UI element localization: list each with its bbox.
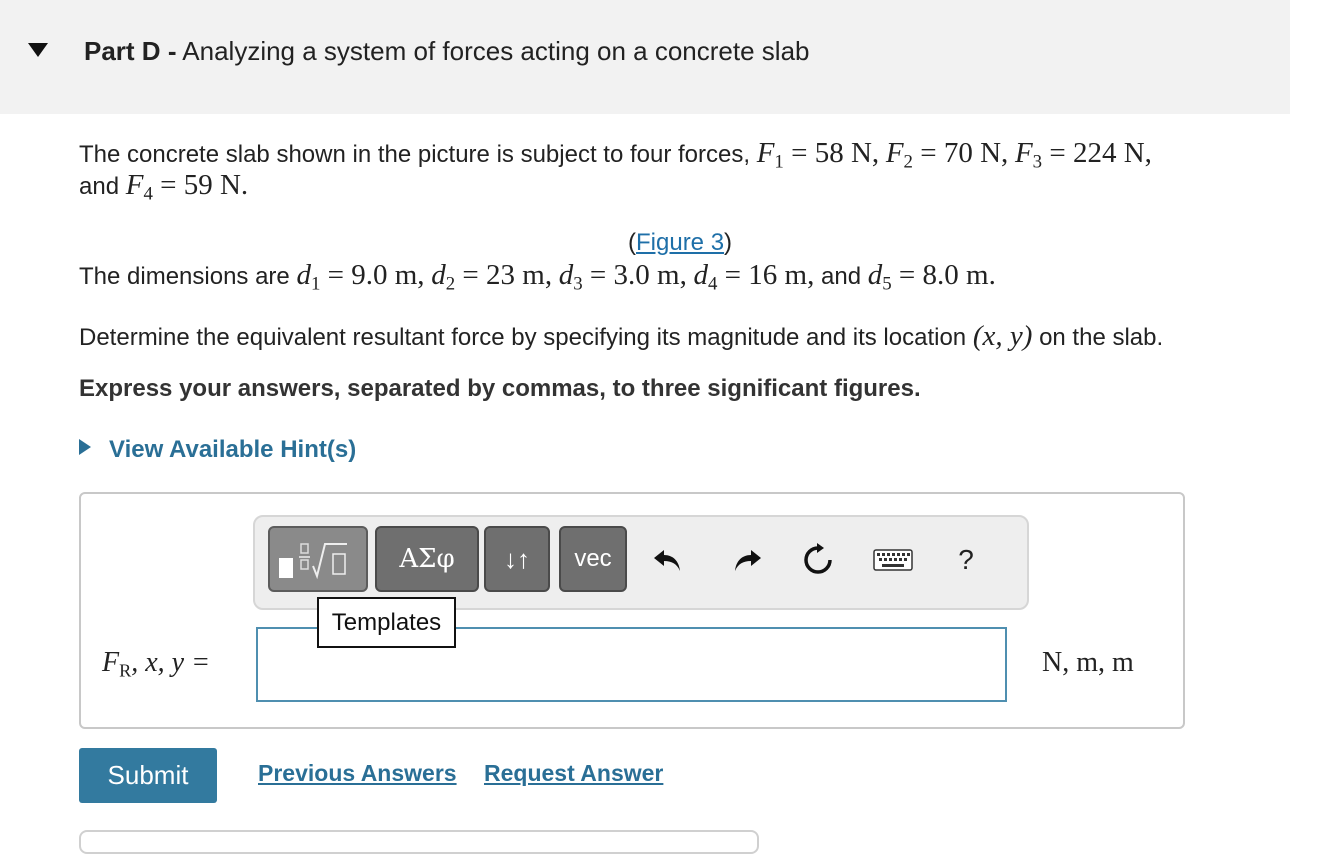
force-f2: $F_2 = 70$ N,	[885, 137, 1009, 173]
previous-answers-link[interactable]: Previous Answers	[258, 760, 457, 786]
figure-link[interactable]: Figure 3	[636, 229, 725, 256]
dim-d4: $d_4 = 16$ m,	[693, 259, 815, 295]
determine-text: Determine the equivalent resultant force by specifying its magnitude and its location (x, y) on the slab.	[79, 320, 1164, 352]
hint-label: View Available Hint(s)	[109, 436, 357, 463]
redo-icon[interactable]	[727, 540, 767, 580]
force-f1: $F_1 = 58$ N,	[756, 137, 880, 173]
and-text: and	[79, 173, 120, 200]
problem-intro-line2	[79, 169, 248, 203]
force-f3: $F_3 = 224$ N,	[1014, 137, 1152, 173]
undo-icon[interactable]	[648, 540, 688, 580]
view-hints-toggle[interactable]	[79, 436, 356, 464]
dim-d5: $d_5 = 8.0$ m.	[867, 259, 996, 295]
expand-triangle-icon	[79, 439, 91, 455]
help-button[interactable]: ?	[958, 544, 974, 575]
part-header[interactable]	[0, 0, 1290, 114]
dim-d1: $d_1 = 9.0$ m,	[296, 259, 425, 295]
figure-reference: (Figure 3)	[628, 229, 733, 256]
templates-button[interactable]	[268, 526, 368, 592]
greek-symbols-button[interactable]: ΑΣφ	[375, 526, 479, 592]
request-answer-link[interactable]: Request Answer	[484, 760, 664, 786]
part-title-text: Analyzing a system of forces acting on a concrete slab	[182, 36, 810, 66]
dimensions-text: The dimensions are $d_1 = 9.0$ m, $d_2 = 23$ m, $d_3 = 3.0$ m, $d_4 = 16$ m, and $d_5 = 8.0$ m.	[79, 259, 996, 295]
answer-label: $F_R$, x, y =	[102, 647, 210, 681]
templates-icon	[275, 536, 361, 582]
part-title	[84, 36, 810, 67]
location-symbol: (x, y)	[972, 320, 1033, 352]
templates-tooltip: Templates	[317, 597, 456, 648]
dim-d3: $d_3 = 3.0$ m,	[558, 259, 687, 295]
reset-icon[interactable]	[798, 540, 838, 580]
subscript-superscript-button[interactable]: ↓↑	[484, 526, 550, 592]
keyboard-icon[interactable]	[872, 540, 914, 580]
part-label: Part D	[84, 36, 161, 66]
answer-instruction: Express your answers, separated by commas, to three significant figures.	[79, 375, 921, 402]
part-separator: -	[167, 36, 177, 66]
intro-text: The concrete slab shown in the picture is subject to four forces,	[79, 141, 751, 168]
collapse-caret-icon[interactable]	[28, 43, 48, 57]
dim-d2: $d_2 = 23$ m,	[431, 259, 553, 295]
answer-units: N, m, m	[1042, 647, 1134, 678]
problem-intro	[79, 137, 1152, 171]
feedback-panel	[79, 830, 759, 854]
force-f4: $F_4 = 59$ N.	[125, 169, 249, 205]
vector-button[interactable]: vec	[559, 526, 627, 592]
submit-button[interactable]: Submit	[79, 748, 217, 803]
